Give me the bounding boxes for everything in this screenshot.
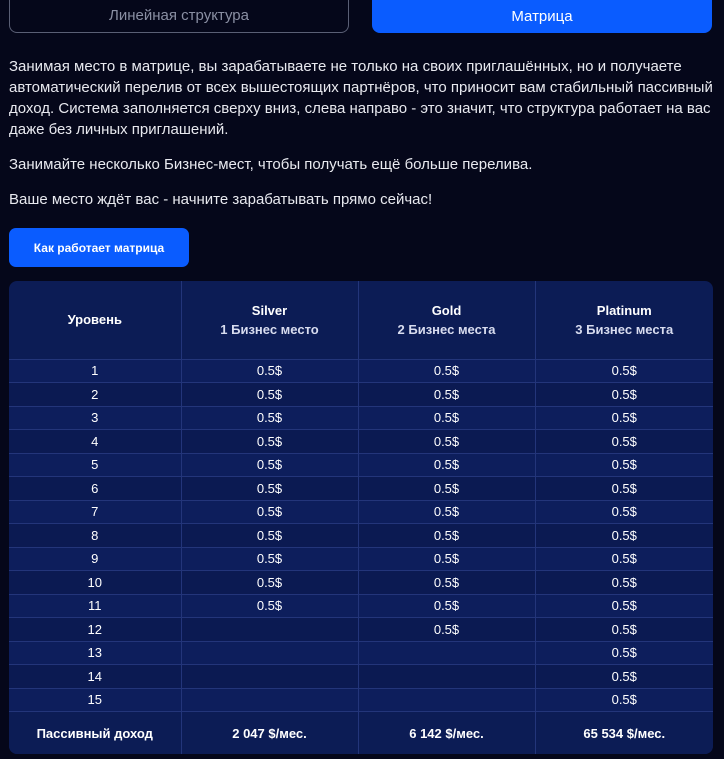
- table-row: [9, 500, 713, 524]
- cell-platinum: 0.5$: [535, 477, 713, 501]
- header-platinum-name: Platinum: [596, 302, 652, 318]
- cell-level: 9: [9, 547, 181, 571]
- table-header-row: [9, 281, 713, 359]
- cell-gold: [358, 641, 535, 665]
- cell-level: 11: [9, 594, 181, 618]
- cell-level: 8: [9, 524, 181, 548]
- table-row: [9, 453, 713, 477]
- cell-level: 13: [9, 641, 181, 665]
- cell-platinum: 0.5$: [535, 665, 713, 689]
- cell-gold: 0.5$: [358, 618, 535, 642]
- cell-gold: 0.5$: [358, 524, 535, 548]
- cell-platinum: 0.5$: [535, 453, 713, 477]
- cell-platinum: 0.5$: [535, 547, 713, 571]
- header-gold-sub: 2 Бизнес места: [397, 321, 496, 337]
- cell-silver: 0.5$: [181, 477, 358, 501]
- cell-gold: 0.5$: [358, 571, 535, 595]
- cell-gold: 0.5$: [358, 500, 535, 524]
- how-matrix-works-button[interactable]: [9, 228, 189, 267]
- cell-silver: 0.5$: [181, 524, 358, 548]
- intro-text: [9, 56, 715, 224]
- cell-level: 15: [9, 688, 181, 712]
- table-row: [9, 383, 713, 407]
- header-gold: [358, 281, 535, 359]
- matrix-income-table: [9, 281, 713, 754]
- cell-gold: 0.5$: [358, 383, 535, 407]
- tab-linear-label: Линейная структура: [109, 7, 249, 24]
- tab-matrix[interactable]: [372, 0, 712, 33]
- tab-matrix-label: Матрица: [511, 8, 573, 25]
- cell-gold: 0.5$: [358, 430, 535, 454]
- table-row: [9, 594, 713, 618]
- cell-silver: [181, 641, 358, 665]
- cell-platinum: 0.5$: [535, 641, 713, 665]
- cell-gold: 0.5$: [358, 359, 535, 383]
- cell-level: 7: [9, 500, 181, 524]
- table-row: [9, 665, 713, 689]
- cell-platinum: 0.5$: [535, 406, 713, 430]
- cell-level: 14: [9, 665, 181, 689]
- cell-gold: 0.5$: [358, 477, 535, 501]
- cell-silver: 0.5$: [181, 430, 358, 454]
- cell-silver: 0.5$: [181, 453, 358, 477]
- tab-bar: [0, 0, 724, 34]
- cell-silver: 0.5$: [181, 406, 358, 430]
- intro-paragraph-3: Ваше место ждёт вас - начните зарабатывать прямо сейчас!: [9, 191, 433, 208]
- table-row: [9, 477, 713, 501]
- cell-gold: 0.5$: [358, 406, 535, 430]
- header-platinum: [535, 281, 713, 359]
- table-row: [9, 430, 713, 454]
- table-row: [9, 406, 713, 430]
- tab-linear-structure[interactable]: [9, 0, 349, 33]
- cell-silver: 0.5$: [181, 547, 358, 571]
- cell-level: 4: [9, 430, 181, 454]
- table-row: [9, 688, 713, 712]
- header-gold-name: Gold: [431, 302, 462, 318]
- table-body: [9, 359, 713, 712]
- cell-level: 10: [9, 571, 181, 595]
- cell-level: 5: [9, 453, 181, 477]
- cell-silver: [181, 618, 358, 642]
- header-silver-name: Silver: [251, 302, 288, 318]
- cell-gold: 0.5$: [358, 547, 535, 571]
- cell-gold: [358, 688, 535, 712]
- header-level: Уровень: [9, 281, 181, 359]
- intro-paragraph-1: Занимая место в матрице, вы зарабатываете не только на своих приглашённых, но и получаете автоматический перелив от всех вышестоящих партнёров, что приносит вам стабильный пассивный доход. Система заполняется сверху вниз, слева направо - это значит, что структура работает на вас даже без личных приглашений.: [9, 58, 713, 138]
- cell-platinum: 0.5$: [535, 430, 713, 454]
- cell-platinum: 0.5$: [535, 500, 713, 524]
- cell-gold: 0.5$: [358, 594, 535, 618]
- cell-level: 6: [9, 477, 181, 501]
- header-silver: [181, 281, 358, 359]
- cell-silver: [181, 665, 358, 689]
- table-row: [9, 547, 713, 571]
- how-matrix-works-label: Как работает матрица: [33, 240, 165, 255]
- table-row: [9, 618, 713, 642]
- header-silver-sub: 1 Бизнес место: [220, 321, 319, 337]
- table-row: [9, 641, 713, 665]
- cell-silver: 0.5$: [181, 383, 358, 407]
- table-footer-row: [9, 712, 713, 755]
- table-row: [9, 524, 713, 548]
- cell-silver: 0.5$: [181, 594, 358, 618]
- table-row: [9, 359, 713, 383]
- cell-level: 3: [9, 406, 181, 430]
- cell-platinum: 0.5$: [535, 359, 713, 383]
- footer-label: Пассивный доход: [9, 712, 181, 755]
- header-platinum-sub: 3 Бизнес места: [575, 321, 674, 337]
- income-table: [9, 281, 713, 754]
- cell-gold: 0.5$: [358, 453, 535, 477]
- footer-silver-income: 2 047 $/мес.: [181, 712, 358, 755]
- cell-level: 2: [9, 383, 181, 407]
- cell-platinum: 0.5$: [535, 383, 713, 407]
- intro-paragraph-2: Занимайте несколько Бизнес-мест, чтобы получать ещё больше перелива.: [9, 156, 533, 173]
- footer-platinum-income: 65 534 $/мес.: [535, 712, 713, 755]
- cell-silver: 0.5$: [181, 500, 358, 524]
- cell-silver: 0.5$: [181, 359, 358, 383]
- cell-gold: [358, 665, 535, 689]
- footer-gold-income: 6 142 $/мес.: [358, 712, 535, 755]
- cell-platinum: 0.5$: [535, 594, 713, 618]
- cell-platinum: 0.5$: [535, 524, 713, 548]
- cell-level: 12: [9, 618, 181, 642]
- cell-level: 1: [9, 359, 181, 383]
- cell-platinum: 0.5$: [535, 618, 713, 642]
- cell-silver: 0.5$: [181, 571, 358, 595]
- table-row: [9, 571, 713, 595]
- cell-platinum: 0.5$: [535, 571, 713, 595]
- cell-platinum: 0.5$: [535, 688, 713, 712]
- cell-silver: [181, 688, 358, 712]
